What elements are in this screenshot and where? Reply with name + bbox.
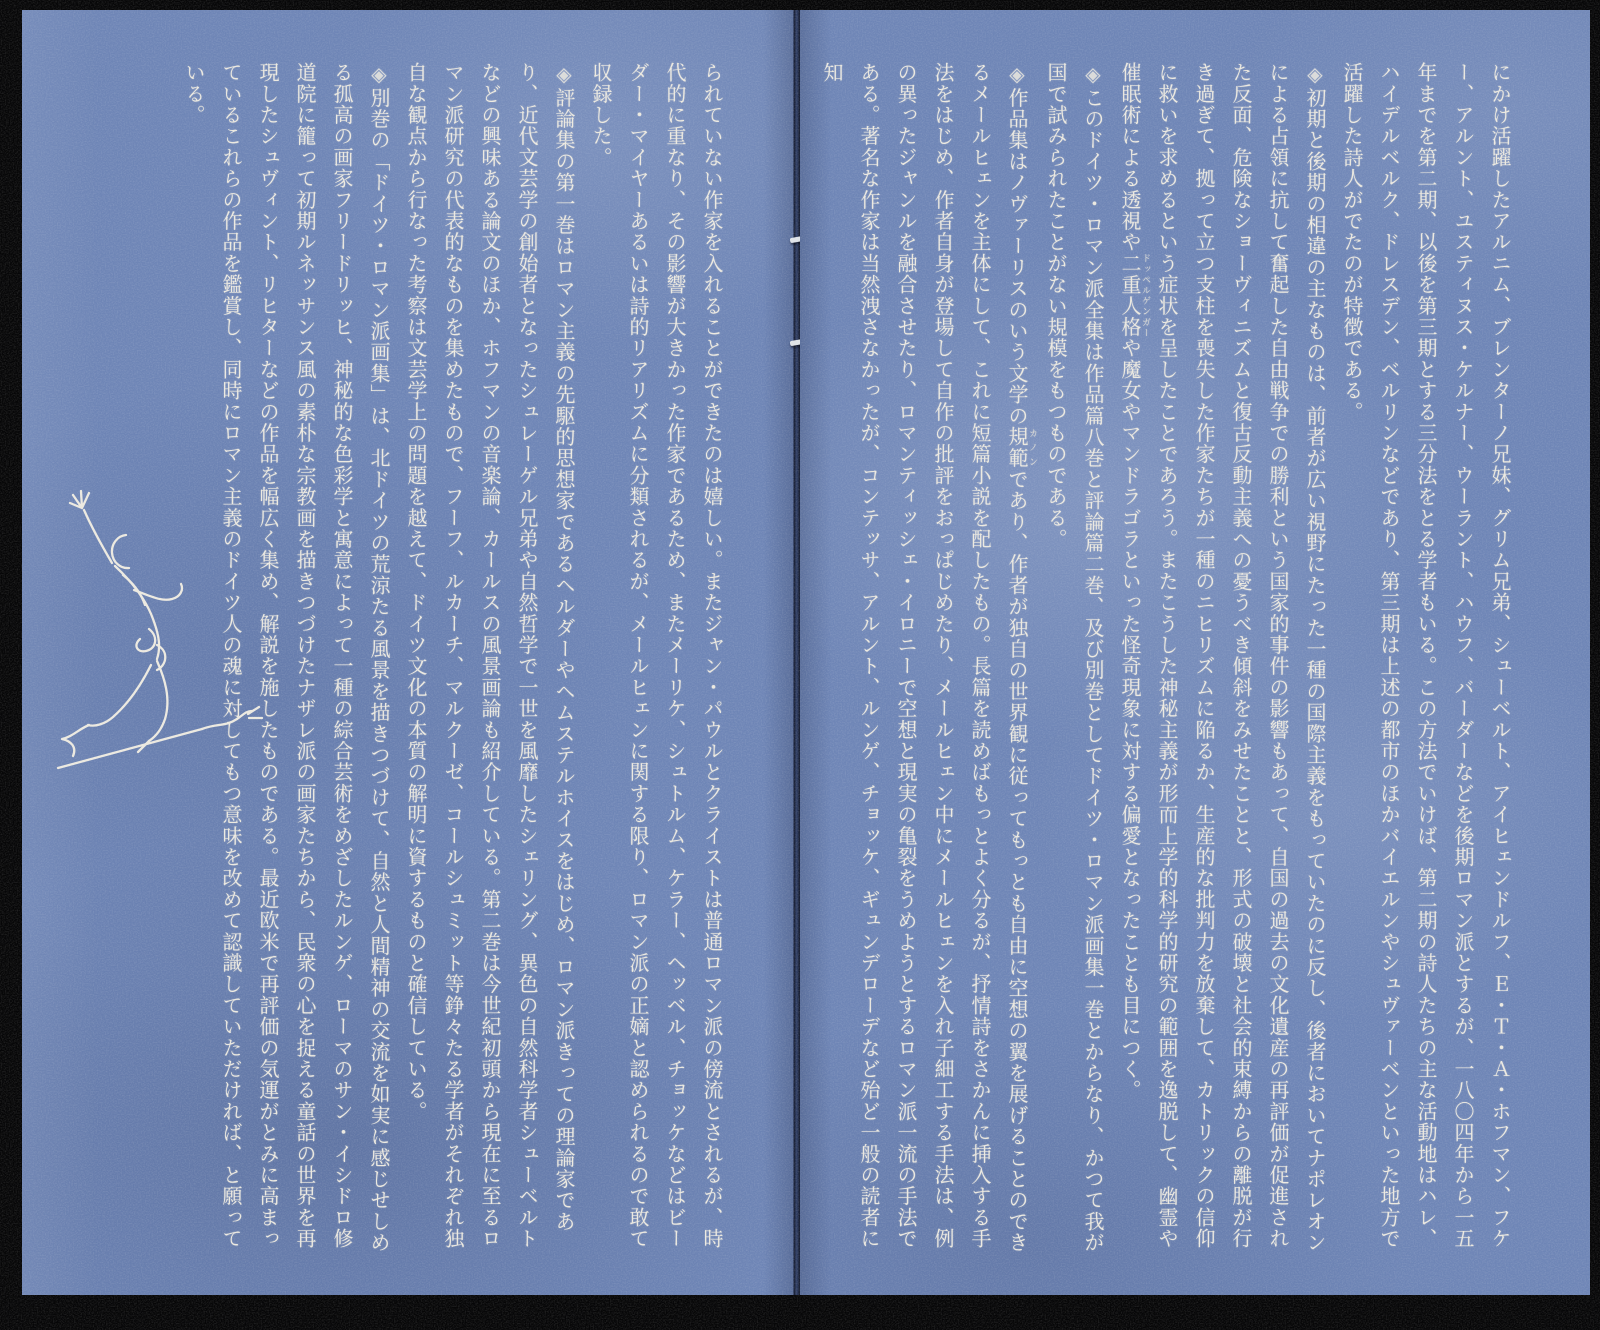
- left-page-text: [175, 62, 730, 1264]
- paragraph-diamond-mark-icon: ◈: [1303, 62, 1327, 88]
- paragraph: ◈評論集の第一巻はロマン主義の先駆的思想家であるヘルダーやヘムステルホイスをはじめ、ロマン派きっての理論家であり、近代文芸学の創始者となったシュレーゲル兄弟や自然哲学で一世を風靡したシェリング、異色の自然科学者シューベルトなどの興味ある論文のほか、ホフマンの音楽論、カールスの風景画論も紹介している。第二巻は今世紀初頭から現在に至るロマン派研究の代表的なものを集めたもので、フーフ、ルカーチ、マルクーゼ、コールシュミット等錚々たる学者がそれぞれ独自な観点から行なった考察は文芸学上の問題を越えて、ドイツ文化の本質の解明に資するものと確信している。: [404, 62, 576, 1250]
- paragraph: にかけ活躍したアルニム、ブレンターノ兄妹、グリム兄弟、シューベルト、アイヒェンドルフ、Ｅ・Ｔ・Ａ・ホフマン、フケー、アルント、ユスティヌス・ケルナー、ウーラント、ハウフ、バーダーなどを後期ロマン派とするが、一八〇四年から一五年までを第二期、以後を第三期とする三分法をとる学者もいる。この方法でいけば、第二期の詩人たちの主な活動地はハレ、ハイデルベルク、ドレスデン、ベルリンなどであり、第三期は上述の都市のほかバイエルンやシュヴァーベンといった地方で活躍した詩人がでたのが特徴である。: [1340, 62, 1512, 1250]
- ruby-annotated-word: 規範カノン: [1005, 426, 1037, 469]
- paragraph-diamond-mark-icon: ◈: [1005, 62, 1029, 88]
- paragraph: ◈作品集はノヴァーリスのいう文学の規範カノンであり、作者が独自の世界観に従ってもっとも自由に空想の翼を展げることのできるメールヒェンを主体にして、これに短篇小説を配したもの。長篇を読めばもっとよく分るが、抒情詩をさかんに挿入する手法をはじめ、作者自身が登場して自作の批評をおっぱじめたり、メールヒェン中にメールヒェンを入れ子細工する手法は、例の異ったジャンルを融合させたり、ロマンティッシェ・イロニーで空想と現実の亀裂をうめようとするロマン派一流の手法である。著名な作家は当然洩さなかったが、コンテッサ、アルント、ルンゲ、チョッケ、ギュンデローデなど殆ど一般の読者に知: [820, 62, 1037, 1254]
- ruby-annotated-word: 二重人格ドッペルゲンガー: [1118, 252, 1150, 338]
- right-page: [800, 10, 1590, 1295]
- paragraph: ◈初期と後期の相違の主なものは、前者が広い視野にたった一種の国際主義をもっていたのに反し、後者においてナポレオンによる占領に抗して奮起した自由戦争での勝利という国家的事件の影響もあって、自国の過去の文化遺産の再評価が促進された反面、危険なショーヴィニズムと復古反動主義への憂うべき傾斜をみせたことと、形式の破壊と社会的束縛からの離脱が行き過ぎて、拠って立つ支柱を喪失した作家たちが一種のニヒリズムに陥るか、生産的な批判力を放棄して、カトリックの信仰に救いを求めるという症状を呈したことであろう。またこうした神秘主義が形而上学的科学的研究の範囲を逸脱して、幽霊や催眠術による透視や二重人格ドッペルゲンガーや魔女やマンドラゴラといった怪奇現象に対する偏愛となったことも目につく。: [1118, 62, 1327, 1254]
- paragraph-diamond-mark-icon: ◈: [367, 62, 391, 88]
- paragraph: ◈別巻の「ドイツ・ロマン派画集」は、北ドイツの荒涼たる風景を描きつづけて、自然と人間精神の交流を如実に感じせしめる孤高の画家フリードリッヒ、神秘的な色彩学と寓意によって一種の綜合芸術をめざしたルンゲ、ローマのサン・イシドロ修道院に籠って初期ルネッサンス風の素朴な宗教画を描きつづけたナザレ派の画家たちから、民衆の心を捉える童話の世界を再現したシュヴィント、リヒターなどの作品を幅広く集め、解説を施したものである。最近欧米で再評価の気運がとみに高まっているこれらの作品を鑑賞し、同時にロマン主義のドイツ人の魂に対してもつ意味を改めて認識していただければ、と願っている。: [182, 62, 391, 1254]
- paragraph-diamond-mark-icon: ◈: [552, 62, 576, 88]
- paragraph: ◈このドイツ・ロマン派全集は作品篇八巻と評論篇二巻、及び別巻としてドイツ・ロマン派画集一巻とからなり、かつて我が国で試みられたことがない規模をもつものである。: [1044, 62, 1105, 1254]
- left-page: [22, 10, 794, 1295]
- paragraph: られていない作家を入れることができたのは嬉しい。またジャン・パウルとクライストは普通ロマン派の傍流とされるが、時代的に重なり、その影響が大きかった作家であるため、またメーリケ、シュトルム、ケラー、ヘッベル、チョッケなどはビーダー・マイヤーあるいは詩的リアリズムに分類されるが、メールヒェンに関する限り、ロマン派の正嫡と認められるので敢て収録した。: [589, 62, 724, 1250]
- right-page-text: [813, 62, 1518, 1264]
- paragraph-diamond-mark-icon: ◈: [1081, 62, 1105, 88]
